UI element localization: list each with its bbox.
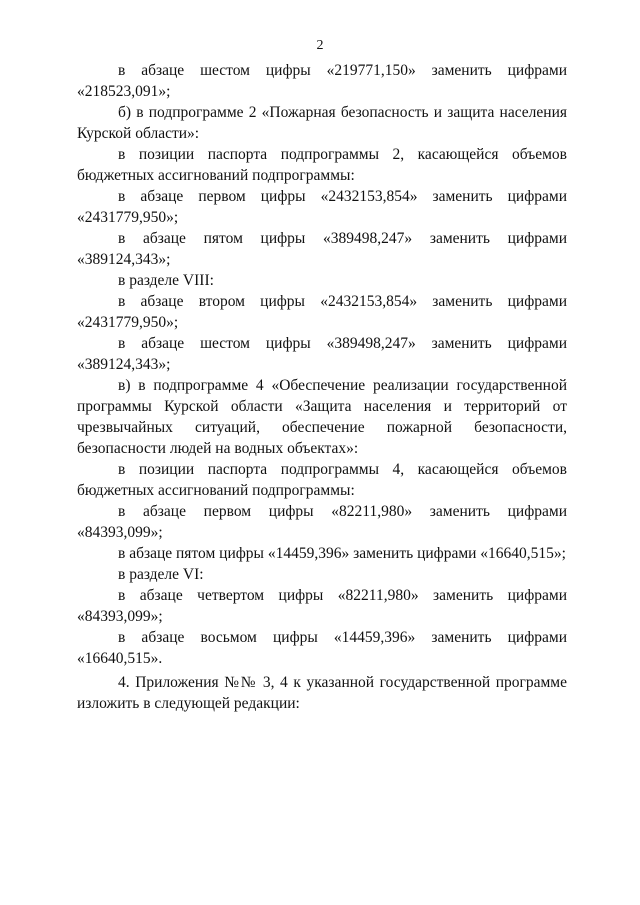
paragraph-14: в абзаце четвертом цифры «82211,980» заменить цифрами «84393,099»; [77, 587, 567, 625]
paragraph-3: в позиции паспорта подпрограммы 2, касающейся объемов бюджетных ассигнований подпрограммы: [77, 146, 567, 184]
paragraph-2: б) в подпрограмме 2 «Пожарная безопасность и защита населения Курской области»: [77, 104, 567, 142]
paragraph-10: в позиции паспорта подпрограммы 4, касающейся объемов бюджетных ассигнований подпрограммы: [77, 461, 567, 499]
paragraph-4: в абзаце первом цифры «2432153,854» заменить цифрами «2431779,950»; [77, 188, 567, 226]
paragraph-8: в абзаце шестом цифры «389498,247» заменить цифрами «389124,343»; [77, 335, 567, 373]
paragraph-7: в абзаце втором цифры «2432153,854» заменить цифрами «2431779,950»; [77, 293, 567, 331]
paragraph-9: в) в подпрограмме 4 «Обеспечение реализации государственной программы Курской области «Защита населения и территорий от чрезвычайных ситуаций, обеспечение пожарной безопасности, безопасности людей на водных объектах»: [77, 377, 567, 457]
paragraph-15: в абзаце восьмом цифры «14459,396» заменить цифрами «16640,515». [77, 629, 567, 667]
paragraph-5: в абзаце пятом цифры «389498,247» заменить цифрами «389124,343»; [77, 230, 567, 268]
page-number: 2 [316, 38, 324, 53]
paragraph-13: в разделе VI: [118, 566, 204, 583]
document-body [77, 60, 567, 714]
paragraph-1: в абзаце шестом цифры «219771,150» заменить цифрами «218523,091»; [77, 62, 567, 100]
paragraph-16: 4. Приложения №№ 3, 4 к указанной государственной программе изложить в следующей редакции: [77, 674, 567, 712]
paragraph-6: в разделе VIII: [118, 272, 214, 289]
paragraph-12: в абзаце пятом цифры «14459,396» заменить цифрами «16640,515»; [118, 545, 566, 562]
paragraph-11: в абзаце первом цифры «82211,980» заменить цифрами «84393,099»; [77, 503, 567, 541]
